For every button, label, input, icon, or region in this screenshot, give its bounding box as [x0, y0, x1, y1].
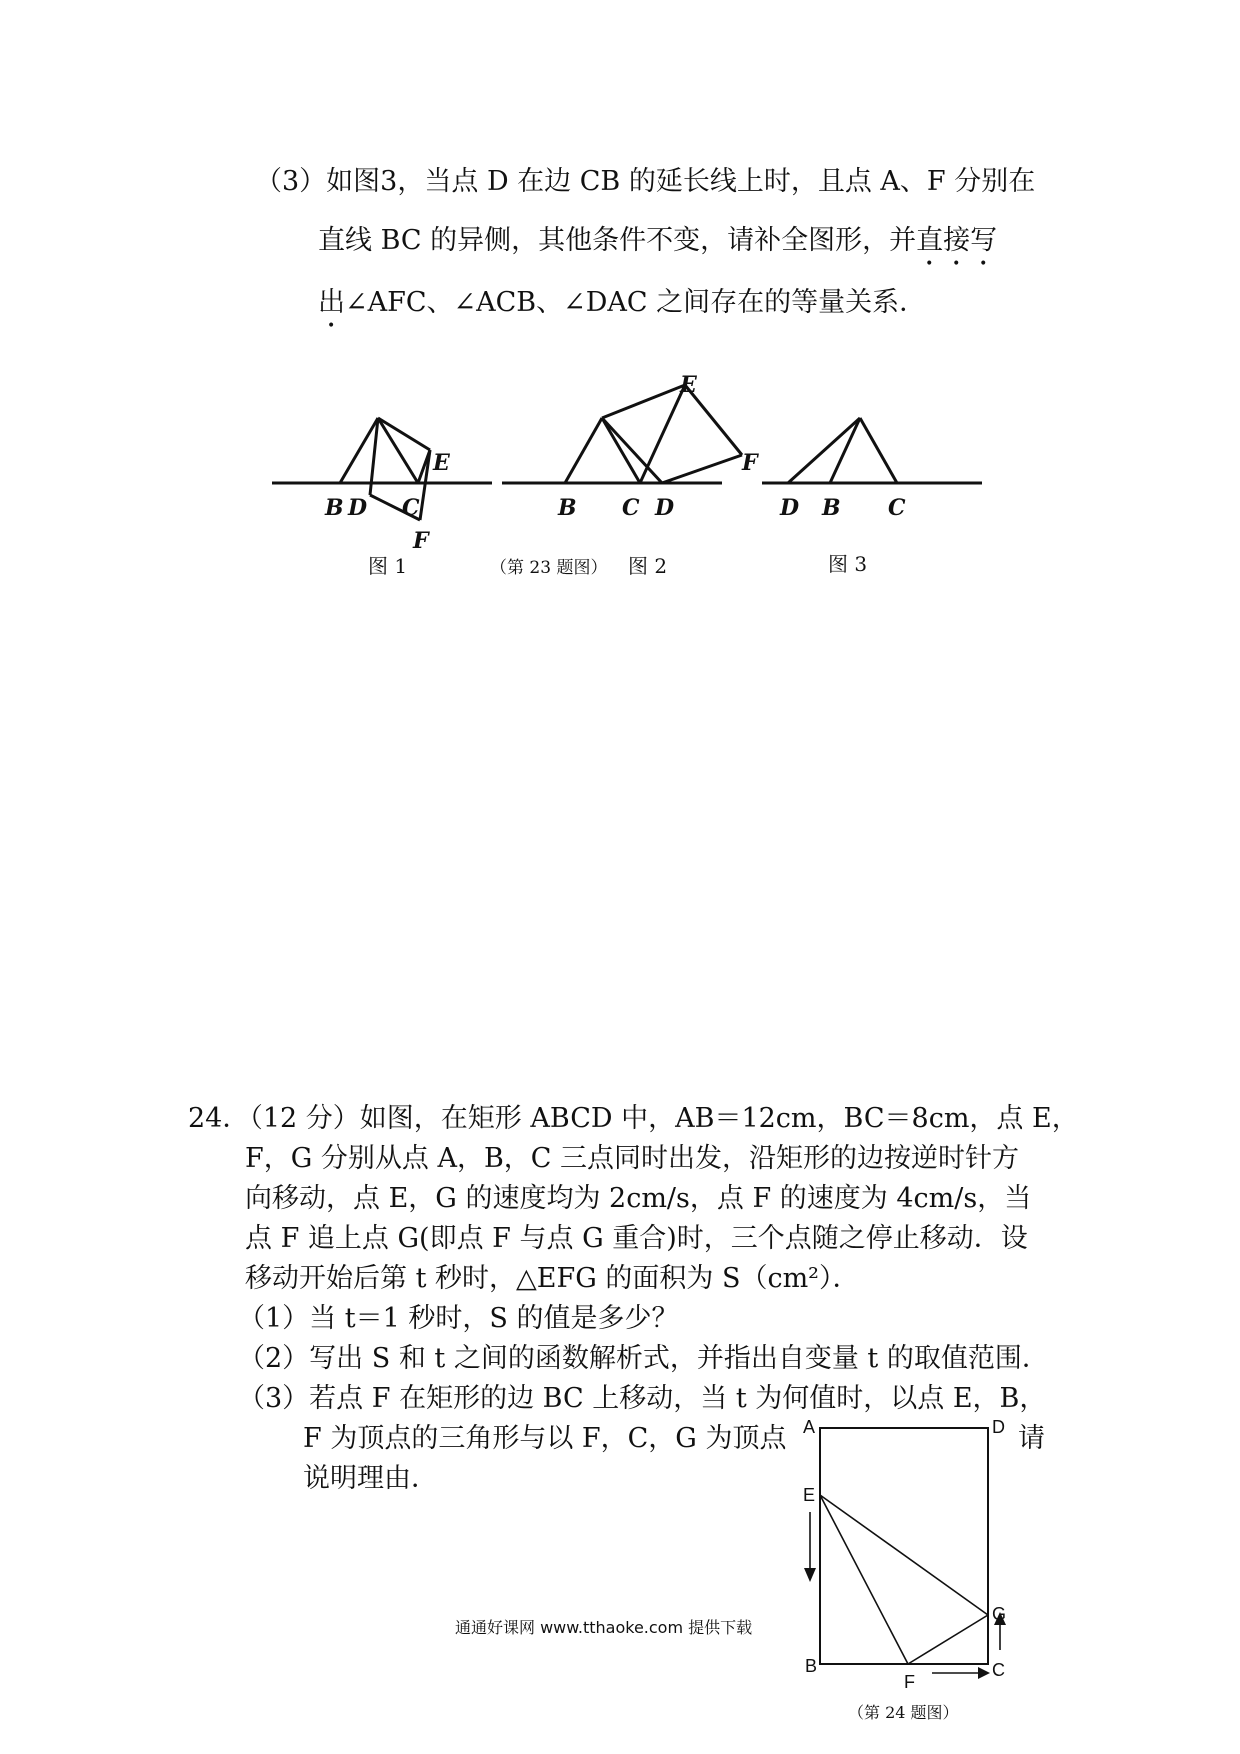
- fig24-label-d: D: [992, 1417, 1005, 1437]
- footer-text: 通通好课网 www.tthaoke.com 提供下载: [455, 1618, 753, 1637]
- q23-part3-line3-b: ∠AFC、∠ACB、∠DAC 之间存在的等量关系．: [345, 287, 927, 318]
- q24-part3-line2-end: 请: [1018, 1423, 1045, 1454]
- q23-part3-line2-emphasis: 直接写: [916, 225, 998, 256]
- fig3-label-b: B: [822, 495, 841, 521]
- fig3-label-c: C: [888, 495, 906, 521]
- fig2-label-f: F: [742, 450, 758, 476]
- q24-figure-caption: （第 24 题图）: [848, 1703, 959, 1722]
- fig1-label-e: E: [433, 450, 450, 476]
- q24-part2: （2）写出 S 和 t 之间的函数解析式，并指出自变量 t 的取值范围．: [238, 1343, 1049, 1374]
- fig1-label-f: F: [413, 528, 429, 554]
- arrow-down-icon: [804, 1568, 816, 1582]
- fig2-label-c: C: [622, 495, 640, 521]
- fig3-caption: 图 3: [828, 552, 868, 576]
- q24-line1: 24．（12 分）如图，在矩形 ABCD 中，AB＝12cm，BC＝8cm，点 E，: [188, 1103, 1079, 1134]
- fig1-label-b: B: [325, 495, 344, 521]
- fig24-label-a: A: [803, 1417, 816, 1437]
- q24-part3-line2: F 为顶点的三角形与以 F，C，G 为顶点: [303, 1423, 787, 1454]
- fig1-label-c: C: [402, 495, 420, 521]
- q23-part3-line1: （3）如图3，当点 D 在边 CB 的延长线上时，且点 A、F 分别在: [255, 166, 1036, 197]
- q24-line2: F，G 分别从点 A，B，C 三点同时出发，沿矩形的边按逆时针方: [245, 1143, 1020, 1174]
- q23-part3-line2-a: 直线 BC 的异侧，其他条件不变，请补全图形，并: [318, 225, 917, 256]
- fig24-label-b: B: [805, 1656, 818, 1676]
- fig2-caption: 图 2: [628, 554, 668, 578]
- fig2-label-b: B: [558, 495, 577, 521]
- q24-line4: 点 F 追上点 G(即点 F 与点 G 重合)时，三个点随之停止移动．设: [245, 1223, 1028, 1254]
- fig24-label-f: F: [904, 1672, 915, 1692]
- fig2-label-d: D: [655, 495, 675, 521]
- q24-line5: 移动开始后第 t 秒时，△EFG 的面积为 S（cm²）．: [245, 1263, 860, 1294]
- fig24-label-c: C: [992, 1660, 1005, 1680]
- fig24-label-g: G: [992, 1604, 1007, 1624]
- arrow-right-icon: [978, 1667, 990, 1679]
- q24-part3-line3: 说明理由．: [303, 1463, 438, 1494]
- q24-line3: 向移动，点 E，G 的速度均为 2cm/s，点 F 的速度为 4cm/s，当: [245, 1183, 1032, 1214]
- q23-figure-caption: （第 23 题图）: [490, 558, 608, 578]
- q24-part1: （1）当 t＝1 秒时，S 的值是多少？: [238, 1303, 679, 1334]
- fig1-label-d: D: [348, 495, 368, 521]
- fig2-label-e: E: [680, 372, 697, 398]
- rectangle-abcd: [820, 1428, 988, 1664]
- q23-part3-line3-emphasis: 出: [318, 287, 345, 318]
- fig1-caption: 图 1: [368, 554, 408, 578]
- q24-part3-line1: （3）若点 F 在矩形的边 BC 上移动，当 t 为何值时，以点 E，B，: [238, 1383, 1047, 1414]
- fig3-label-d: D: [780, 495, 800, 521]
- fig24-label-e: E: [803, 1485, 816, 1505]
